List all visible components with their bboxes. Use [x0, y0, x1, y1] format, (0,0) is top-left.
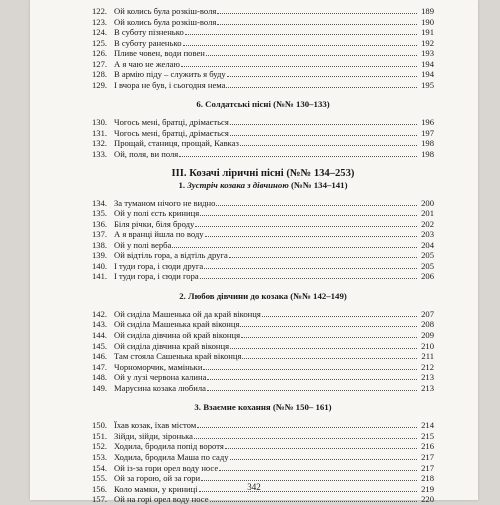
entry-number: 126.	[92, 48, 108, 59]
entry-number: 148.	[92, 372, 108, 383]
entry-number: 142.	[92, 308, 108, 319]
toc-entry	[92, 271, 434, 282]
entry-number: 131.	[92, 127, 108, 138]
entry-page: 198	[421, 138, 434, 149]
entry-number: 136.	[92, 218, 108, 229]
toc-entry	[92, 17, 434, 28]
toc-entry	[92, 128, 434, 139]
entry-title: Ой відтіль гора, а відтіль друга	[114, 250, 228, 261]
toc-entry	[92, 441, 434, 452]
entry-title: В суботу пізненько	[114, 27, 184, 38]
entry-page: 205	[421, 260, 434, 271]
toc-group-meeting	[92, 198, 434, 282]
entry-title: І туди гора, і сюди гора	[114, 271, 199, 282]
toc-entry	[92, 27, 434, 38]
toc-entry	[92, 463, 434, 474]
entry-number: 153.	[92, 451, 108, 462]
toc-entry	[92, 38, 434, 49]
entry-title: Ой сиділа дівчина край віконця	[114, 340, 230, 351]
entry-page: 191	[421, 27, 434, 38]
toc-entry	[92, 431, 434, 442]
entry-number: 125.	[92, 37, 108, 48]
entry-number: 139.	[92, 250, 108, 261]
book-page	[30, 0, 478, 505]
toc-group-mutual-love	[92, 420, 434, 504]
dot-leader	[229, 250, 417, 258]
dot-leader	[262, 309, 417, 317]
entry-page: 218	[421, 473, 434, 484]
dot-leader	[183, 38, 418, 46]
section-heading-love	[92, 291, 434, 302]
entry-number: 129.	[92, 79, 108, 90]
toc-entry	[92, 208, 434, 219]
entry-number: 132.	[92, 138, 108, 149]
entry-page: 192	[421, 37, 434, 48]
section-range: (№№ 150– 161)	[272, 402, 332, 413]
entry-title: Ой колись була розкіш-воля	[114, 6, 217, 16]
section-heading-mutual-love	[92, 402, 434, 413]
entry-number: 144.	[92, 330, 108, 341]
entry-number: 150.	[92, 420, 108, 431]
entry-number: 151.	[92, 430, 108, 441]
toc-entry	[92, 330, 434, 341]
dot-leader	[195, 219, 417, 227]
entry-title: Ходила, бродила попід воротя	[114, 441, 224, 452]
section-name: Взаємне кохання	[203, 402, 271, 413]
dot-leader	[242, 351, 417, 359]
entry-page: 205	[421, 250, 434, 261]
entry-number: 138.	[92, 239, 108, 250]
entry-title: Ходила, бродила Маша по саду	[114, 451, 229, 462]
entry-title: Ой, поля, ви поля	[114, 149, 179, 160]
entry-title: Ой із-за гори орел воду носе	[114, 462, 219, 473]
section-name: Солдатські пісні	[205, 99, 271, 110]
dot-leader	[241, 330, 417, 338]
dot-leader	[204, 261, 417, 269]
entry-number: 157.	[92, 494, 108, 505]
entry-number: 137.	[92, 229, 108, 240]
entry-number: 133.	[92, 149, 108, 160]
entry-page: 203	[421, 229, 434, 240]
toc-entry	[92, 420, 434, 431]
entry-number: 123.	[92, 16, 108, 27]
entry-title: Ой колись була розкіш-воля	[114, 16, 217, 27]
dot-leader	[205, 229, 417, 237]
toc-entry	[92, 149, 434, 160]
dot-leader	[179, 149, 417, 157]
section-heading-soldier-songs	[92, 99, 434, 110]
toc-entry	[92, 261, 434, 272]
dot-leader	[172, 240, 417, 248]
section-range: (№№ 134–141)	[290, 179, 348, 190]
dot-leader	[217, 6, 417, 14]
toc-entry	[92, 219, 434, 230]
entry-page: 220	[421, 494, 434, 505]
toc-entry	[92, 198, 434, 209]
toc-entry	[92, 351, 434, 362]
toc-group-soldier-songs	[92, 117, 434, 159]
entry-page: 206	[421, 271, 434, 282]
entry-number: 152.	[92, 441, 108, 452]
dot-leader	[207, 383, 417, 391]
entry-page: 197	[421, 127, 434, 138]
entry-title: Там стояла Сашенька край віконця	[114, 351, 242, 362]
entry-page: 210	[421, 340, 434, 351]
entry-page: 219	[421, 483, 434, 494]
toc-entry	[92, 59, 434, 70]
page-number: 342	[247, 482, 261, 492]
entry-number: 135.	[92, 208, 108, 219]
section-range: (№№ 130–133)	[273, 99, 330, 110]
toc-entry	[92, 494, 434, 505]
toc-group-love	[92, 309, 434, 393]
entry-page: 204	[421, 239, 434, 250]
section-number: 3.	[194, 402, 201, 413]
entry-page: 195	[421, 79, 434, 90]
section-number: 1.	[178, 179, 186, 190]
entry-page: 217	[421, 451, 434, 462]
toc-entry	[92, 229, 434, 240]
entry-page: 198	[421, 149, 434, 160]
entry-page: 213	[421, 382, 434, 393]
entry-number: 141.	[92, 271, 108, 282]
entry-title: Чогось мені, братці, дрімається	[114, 117, 229, 128]
entry-title: Ой сиділа Машенька край віконця	[114, 319, 240, 330]
toc-entry	[92, 341, 434, 352]
entry-title: Прощай, станиця, прощай, Кавказ	[114, 138, 239, 149]
dot-leader	[181, 59, 417, 67]
entry-page: 209	[421, 330, 434, 341]
toc-entry	[92, 6, 434, 17]
entry-title: Їхав козак, їхав містом	[114, 420, 197, 431]
entry-title: Ой у полі єсть криниця	[114, 208, 200, 219]
section-number: 2.	[179, 290, 186, 301]
entry-page: 208	[421, 319, 434, 330]
dot-leader	[207, 372, 417, 380]
dot-leader	[185, 27, 417, 35]
dot-leader	[240, 319, 417, 327]
entry-page: 213	[421, 372, 434, 383]
entry-title: Марусина козака любила	[114, 382, 206, 393]
toc-entry	[92, 80, 434, 91]
entry-page: 201	[421, 208, 434, 219]
dot-leader	[240, 138, 417, 146]
entry-title: За туманом нічого не видно	[114, 197, 216, 208]
toc-group-continued	[92, 6, 434, 90]
dot-leader	[219, 463, 417, 471]
dot-leader	[216, 198, 417, 206]
section-heading-meeting	[92, 180, 434, 191]
entry-title: А я чаю не желаю	[114, 58, 180, 69]
entry-page: 194	[421, 69, 434, 80]
entry-page: 211	[421, 351, 434, 362]
entry-title: Пливе човен, води повен	[114, 48, 205, 59]
toc-entry	[92, 372, 434, 383]
dot-leader	[230, 452, 417, 460]
entry-number: 140.	[92, 260, 108, 271]
entry-number: 155.	[92, 473, 108, 484]
section-name: Любов дівчини до козака	[188, 290, 289, 301]
entry-number: 154.	[92, 462, 108, 473]
section-range: (№№ 142–149)	[290, 290, 347, 301]
entry-title: Ой у лузі червона калина	[114, 372, 207, 383]
entry-title: Коло мамки, у криниці	[114, 483, 198, 494]
entry-title: Ой за горою, ой за гори	[114, 473, 201, 484]
entry-number: 147.	[92, 361, 108, 372]
toc-entry	[92, 69, 434, 80]
section-number: 6.	[196, 99, 203, 110]
dot-leader	[206, 48, 417, 56]
entry-number: 130.	[92, 117, 108, 128]
entry-title: І туди гора, і сюди друга	[114, 260, 204, 271]
entry-title: І вчора не був, і сьогодня нема	[114, 79, 226, 90]
entry-title: Ой у полі верба	[114, 239, 172, 250]
toc-entry	[92, 309, 434, 320]
dot-leader	[200, 271, 417, 279]
entry-title: В суботу раненько	[114, 37, 182, 48]
entry-number: 146.	[92, 351, 108, 362]
entry-page: 189	[421, 6, 434, 16]
dot-leader	[230, 128, 417, 136]
toc-entry	[92, 240, 434, 251]
entry-title: Ой сиділа Машенька ой да край віконця	[114, 308, 261, 319]
entry-title: Чорноморчик, маміньки	[114, 361, 203, 372]
entry-page: 217	[421, 462, 434, 473]
toc-entry	[92, 383, 434, 394]
entry-page: 207	[421, 308, 434, 319]
entry-number: 143.	[92, 319, 108, 330]
entry-title: А я вранці йшла по воду	[114, 229, 204, 240]
entry-number: 122.	[92, 6, 108, 16]
dot-leader	[230, 117, 417, 125]
entry-number: 128.	[92, 69, 108, 80]
dot-leader	[194, 431, 417, 439]
toc-entry	[92, 362, 434, 373]
entry-page: 202	[421, 218, 434, 229]
entry-title: Ой сиділа дівчина ой край віконця	[114, 330, 241, 341]
entry-number: 149.	[92, 382, 108, 393]
dot-leader	[210, 494, 417, 502]
toc-entry	[92, 48, 434, 59]
dot-leader	[227, 69, 417, 77]
dot-leader	[201, 473, 417, 481]
entry-number: 156.	[92, 483, 108, 494]
entry-number: 124.	[92, 27, 108, 38]
toc-entry	[92, 250, 434, 261]
dot-leader	[197, 420, 417, 428]
toc-entry	[92, 117, 434, 128]
entry-page: 212	[421, 361, 434, 372]
entry-page: 196	[421, 117, 434, 128]
entry-number: 145.	[92, 340, 108, 351]
entry-page: 215	[421, 430, 434, 441]
entry-page: 194	[421, 58, 434, 69]
entry-page: 193	[421, 48, 434, 59]
table-of-contents	[92, 6, 434, 505]
toc-entry	[92, 138, 434, 149]
dot-leader	[203, 362, 417, 370]
dot-leader	[200, 208, 417, 216]
entry-title: В армію піду – служить я буду	[114, 69, 226, 80]
entry-title: Біля річки, біля броду	[114, 218, 195, 229]
entry-page: 190	[421, 16, 434, 27]
part-heading: ІІІ. Козачі ліричні пісні (№№ 134–253)	[171, 167, 355, 179]
entry-page: 214	[421, 420, 434, 431]
entry-title: Ой на горі орел воду носе	[114, 494, 209, 505]
entry-title: Зійди, зійди, зіронька	[114, 430, 193, 441]
section-name: Зустріч козака з дівчиною	[187, 179, 289, 190]
entry-number: 134.	[92, 197, 108, 208]
toc-entry	[92, 452, 434, 463]
entry-page: 200	[421, 197, 434, 208]
dot-leader	[230, 341, 417, 349]
entry-number: 127.	[92, 58, 108, 69]
entry-title: Чогось мені, братці, дрімається	[114, 127, 229, 138]
dot-leader	[226, 80, 417, 88]
toc-entry	[92, 319, 434, 330]
dot-leader	[225, 441, 417, 449]
entry-page: 216	[421, 441, 434, 452]
dot-leader	[217, 17, 417, 25]
